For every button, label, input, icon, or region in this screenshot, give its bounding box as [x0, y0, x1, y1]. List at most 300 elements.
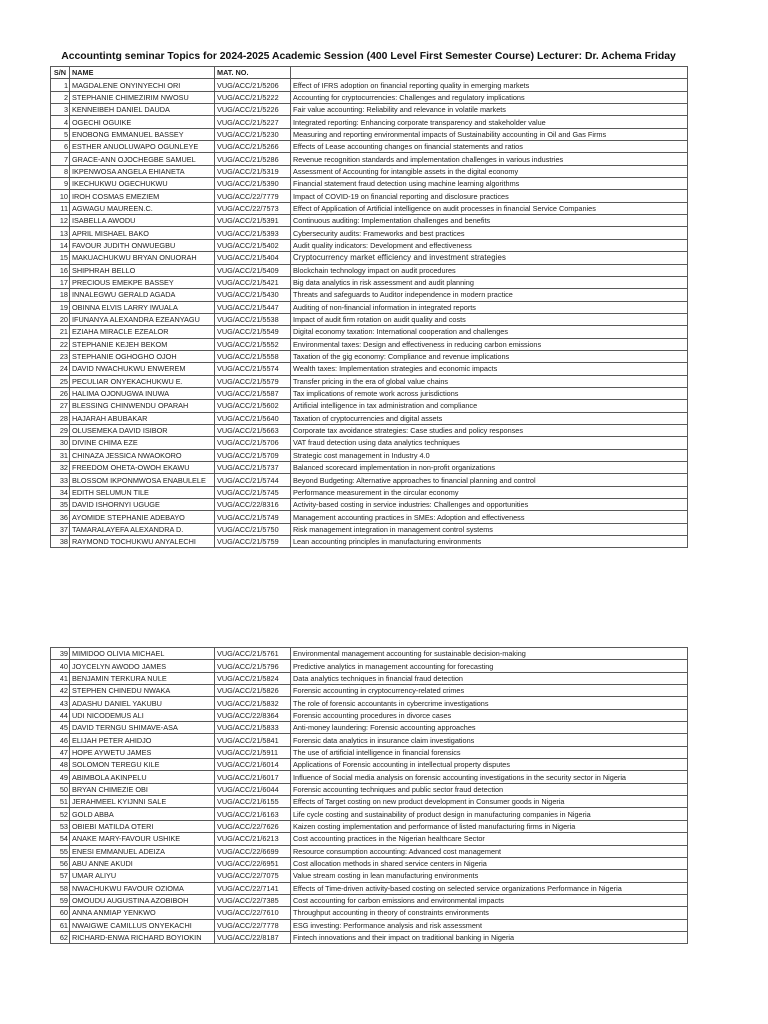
row-topic: The role of forensic accountants in cybercrime investigations [291, 697, 688, 709]
row-mat-no: VUG/ACC/21/5447 [215, 301, 291, 313]
table-row [51, 165, 688, 177]
row-sn: 44 [51, 709, 70, 721]
row-topic: Activity-based costing in service industries: Challenges and opportunities [291, 499, 688, 511]
row-topic: Beyond Budgeting: Alternative approaches to financial planning and control [291, 474, 688, 486]
row-mat-no: VUG/ACC/21/5640 [215, 412, 291, 424]
table-row [51, 746, 688, 758]
row-sn: 36 [51, 511, 70, 523]
row-topic: Continuous auditing: Implementation challenges and benefits [291, 215, 688, 227]
row-topic: Financial statement fraud detection using machine learning algorithms [291, 178, 688, 190]
table-row [51, 190, 688, 202]
table-row [51, 857, 688, 869]
row-topic: Anti-money laundering: Forensic accounting approaches [291, 722, 688, 734]
row-name: ANAKE MARY-FAVOUR USHIKE [70, 833, 215, 845]
row-mat-no: VUG/ACC/21/5391 [215, 215, 291, 227]
table-row [51, 313, 688, 325]
row-name: OBIEBI MATILDA OTERI [70, 820, 215, 832]
table-row [51, 202, 688, 214]
row-topic: Risk management integration in management control systems [291, 523, 688, 535]
row-name: SHIPHRAH BELLO [70, 264, 215, 276]
row-name: EDITH SELUMUN TILE [70, 486, 215, 498]
table-row [51, 239, 688, 251]
header-name: NAME [70, 67, 215, 79]
table-row [51, 153, 688, 165]
table-row [51, 338, 688, 350]
row-name: BLOSSOM IKPONMWOSA ENABULELE [70, 474, 215, 486]
row-name: STEPHANIE OGHOGHO OJOH [70, 350, 215, 362]
table-row [51, 387, 688, 399]
row-mat-no: VUG/ACC/21/5824 [215, 672, 291, 684]
table-row [51, 301, 688, 313]
table-row [51, 486, 688, 498]
row-sn: 55 [51, 845, 70, 857]
row-topic: Measuring and reporting environmental impacts of Sustainability accounting in Oil and Gas Firms [291, 128, 688, 140]
table-row [51, 104, 688, 116]
row-name: AGWAGU MAUREEN.C. [70, 202, 215, 214]
table-row [51, 882, 688, 894]
row-topic: Data analytics techniques in financial fraud detection [291, 672, 688, 684]
row-sn: 2 [51, 91, 70, 103]
row-sn: 31 [51, 449, 70, 461]
row-mat-no: VUG/ACC/21/5552 [215, 338, 291, 350]
row-sn: 33 [51, 474, 70, 486]
row-mat-no: VUG/ACC/22/7075 [215, 870, 291, 882]
row-mat-no: VUG/ACC/21/5744 [215, 474, 291, 486]
row-mat-no: VUG/ACC/21/5911 [215, 746, 291, 758]
row-topic: Artificial intelligence in tax administration and compliance [291, 400, 688, 412]
row-topic: Threats and safeguards to Auditor independence in modern practice [291, 289, 688, 301]
row-topic: Cost accounting for carbon emissions and environmental impacts [291, 894, 688, 906]
row-topic: Balanced scorecard implementation in non-profit organizations [291, 462, 688, 474]
row-mat-no: VUG/ACC/21/6044 [215, 783, 291, 795]
row-sn: 10 [51, 190, 70, 202]
header-mat-no: MAT. NO. [215, 67, 291, 79]
table-row [51, 424, 688, 436]
table-row [51, 79, 688, 91]
row-mat-no: VUG/ACC/21/6155 [215, 796, 291, 808]
row-topic: Audit quality indicators: Development and effectiveness [291, 239, 688, 251]
table-row [51, 722, 688, 734]
row-mat-no: VUG/ACC/21/5737 [215, 462, 291, 474]
row-mat-no: VUG/ACC/21/5393 [215, 227, 291, 239]
table-row [51, 833, 688, 845]
row-mat-no: VUG/ACC/21/5430 [215, 289, 291, 301]
row-topic: Revenue recognition standards and implementation challenges in various industries [291, 153, 688, 165]
table-row [51, 536, 688, 548]
row-name: ESTHER ANUOLUWAPO OGUNLEYE [70, 141, 215, 153]
table-row [51, 128, 688, 140]
row-sn: 21 [51, 326, 70, 338]
row-topic: Transfer pricing in the era of global value chains [291, 375, 688, 387]
row-sn: 28 [51, 412, 70, 424]
row-topic: Effects of Time-driven activity-based costing on selected service organizations Performance in Nigeria [291, 882, 688, 894]
row-name: ADASHU DANIEL YAKUBU [70, 697, 215, 709]
row-name: INNALEGWU GERALD AGADA [70, 289, 215, 301]
row-name: STEPHANIE CHIMEZIRIM NWOSU [70, 91, 215, 103]
table-row [51, 437, 688, 449]
table-row [51, 820, 688, 832]
row-name: TAMARALAYEFA ALEXANDRA D. [70, 523, 215, 535]
row-topic: Corporate tax avoidance strategies: Case studies and policy responses [291, 424, 688, 436]
document-title: Accountintg seminar Topics for 2024-2025 Academic Session (400 Level First Semester Course) Lecturer: Dr. Achema Friday [61, 51, 676, 62]
table-row [51, 363, 688, 375]
table-row [51, 449, 688, 461]
row-sn: 30 [51, 437, 70, 449]
table-row [51, 845, 688, 857]
row-sn: 56 [51, 857, 70, 869]
row-mat-no: VUG/ACC/21/5230 [215, 128, 291, 140]
row-sn: 19 [51, 301, 70, 313]
row-mat-no: VUG/ACC/21/5402 [215, 239, 291, 251]
row-sn: 49 [51, 771, 70, 783]
row-name: BENJAMIN TERKURA NULE [70, 672, 215, 684]
row-mat-no: VUG/ACC/21/5663 [215, 424, 291, 436]
row-mat-no: VUG/ACC/22/6951 [215, 857, 291, 869]
table-row [51, 759, 688, 771]
row-topic: ESG investing: Performance analysis and risk assessment [291, 919, 688, 931]
row-name: NWAIGWE CAMILLUS ONYEKACHI [70, 919, 215, 931]
row-topic: Cost allocation methods in shared service centers in Nigeria [291, 857, 688, 869]
row-sn: 59 [51, 894, 70, 906]
row-topic: Cryptocurrency market efficiency and investment strategies [291, 252, 688, 264]
row-name: KENNEIBEH DANIEL DAUDA [70, 104, 215, 116]
row-mat-no: VUG/ACC/21/5206 [215, 79, 291, 91]
row-sn: 8 [51, 165, 70, 177]
row-sn: 3 [51, 104, 70, 116]
table-row [51, 326, 688, 338]
row-mat-no: VUG/ACC/22/7779 [215, 190, 291, 202]
row-sn: 45 [51, 722, 70, 734]
row-topic: Impact of audit firm rotation on audit quality and costs [291, 313, 688, 325]
row-sn: 42 [51, 685, 70, 697]
row-mat-no: VUG/ACC/21/5841 [215, 734, 291, 746]
row-topic: Management accounting practices in SMEs: Adoption and effectiveness [291, 511, 688, 523]
row-mat-no: VUG/ACC/21/5390 [215, 178, 291, 190]
row-sn: 11 [51, 202, 70, 214]
row-mat-no: VUG/ACC/21/6014 [215, 759, 291, 771]
table-row [51, 91, 688, 103]
row-topic: Influence of Social media analysis on forensic accounting investigations in the security sector in Nigeria [291, 771, 688, 783]
row-topic: Forensic accounting in cryptocurrency-related crimes [291, 685, 688, 697]
row-topic: Integrated reporting: Enhancing corporate transparency and stakeholder value [291, 116, 688, 128]
row-name: STEPHEN CHINEDU NWAKA [70, 685, 215, 697]
row-sn: 20 [51, 313, 70, 325]
row-name: OGECHI OGUIKE [70, 116, 215, 128]
row-name: HALIMA OJONUGWA INUWA [70, 387, 215, 399]
table-row [51, 697, 688, 709]
table-row [51, 685, 688, 697]
row-sn: 60 [51, 907, 70, 919]
table-row [51, 412, 688, 424]
row-topic: Auditing of non-financial information in integrated reports [291, 301, 688, 313]
table-row [51, 276, 688, 288]
row-name: MAGDALENE ONYINYECHI ORI [70, 79, 215, 91]
table-row [51, 931, 688, 943]
row-topic: Lean accounting principles in manufacturing environments [291, 536, 688, 548]
table-row [51, 375, 688, 387]
row-mat-no: VUG/ACC/21/5222 [215, 91, 291, 103]
row-name: MAKUACHUKWU BRYAN ONUORAH [70, 252, 215, 264]
row-mat-no: VUG/ACC/21/5745 [215, 486, 291, 498]
row-sn: 17 [51, 276, 70, 288]
row-mat-no: VUG/ACC/21/5761 [215, 648, 291, 660]
row-name: DAVID TERNGU SHIMAVE-ASA [70, 722, 215, 734]
header-topic [291, 67, 688, 79]
row-topic: Taxation of cryptocurrencies and digital assets [291, 412, 688, 424]
table-row [51, 178, 688, 190]
row-topic: Effects of Target costing on new product development in Consumer goods in Nigeria [291, 796, 688, 808]
row-topic: Assessment of Accounting for intangible assets in the digital economy [291, 165, 688, 177]
table-row [51, 141, 688, 153]
row-name: IKECHUKWU OGECHUKWU [70, 178, 215, 190]
row-sn: 27 [51, 400, 70, 412]
row-sn: 23 [51, 350, 70, 362]
table-row [51, 783, 688, 795]
row-sn: 41 [51, 672, 70, 684]
table-row [51, 264, 688, 276]
row-topic: Value stream costing in lean manufacturing environments [291, 870, 688, 882]
row-mat-no: VUG/ACC/21/5574 [215, 363, 291, 375]
row-name: BLESSING CHINWENDU OPARAH [70, 400, 215, 412]
row-name: HAJARAH ABUBAKAR [70, 412, 215, 424]
row-sn: 12 [51, 215, 70, 227]
row-name: PECULIAR ONYEKACHUKWU E. [70, 375, 215, 387]
row-topic: Environmental management accounting for sustainable decision-making [291, 648, 688, 660]
row-name: ENOBONG EMMANUEL BASSEY [70, 128, 215, 140]
row-sn: 24 [51, 363, 70, 375]
row-topic: Cost accounting practices in the Nigerian healthcare Sector [291, 833, 688, 845]
table-row [51, 907, 688, 919]
row-mat-no: VUG/ACC/21/5709 [215, 449, 291, 461]
row-mat-no: VUG/ACC/21/5833 [215, 722, 291, 734]
row-mat-no: VUG/ACC/21/5319 [215, 165, 291, 177]
row-sn: 25 [51, 375, 70, 387]
row-topic: Cybersecurity audits: Frameworks and best practices [291, 227, 688, 239]
row-topic: Wealth taxes: Implementation strategies and economic impacts [291, 363, 688, 375]
row-topic: Throughput accounting in theory of constraints environments [291, 907, 688, 919]
topics-table-page-1 [50, 66, 688, 548]
row-mat-no: VUG/ACC/22/7626 [215, 820, 291, 832]
row-sn: 34 [51, 486, 70, 498]
row-mat-no: VUG/ACC/21/5587 [215, 387, 291, 399]
row-sn: 62 [51, 931, 70, 943]
row-topic: Forensic accounting techniques and public sector fraud detection [291, 783, 688, 795]
row-name: AYOMIDE STEPHANIE ADEBAYO [70, 511, 215, 523]
row-mat-no: VUG/ACC/21/5706 [215, 437, 291, 449]
table-row [51, 709, 688, 721]
row-mat-no: VUG/ACC/21/6213 [215, 833, 291, 845]
row-mat-no: VUG/ACC/22/7610 [215, 907, 291, 919]
row-topic: Forensic data analytics in insurance claim investigations [291, 734, 688, 746]
row-mat-no: VUG/ACC/21/5579 [215, 375, 291, 387]
row-sn: 53 [51, 820, 70, 832]
row-mat-no: VUG/ACC/21/5759 [215, 536, 291, 548]
table-row [51, 252, 688, 264]
table-row [51, 808, 688, 820]
row-topic: Forensic accounting procedures in divorce cases [291, 709, 688, 721]
row-topic: Tax implications of remote work across jurisdictions [291, 387, 688, 399]
row-name: IKPENWOSA ANGELA EHIANETA [70, 165, 215, 177]
row-name: UMAR ALIYU [70, 870, 215, 882]
table-row [51, 227, 688, 239]
row-name: ISABELLA AWODU [70, 215, 215, 227]
table-row [51, 796, 688, 808]
row-topic: Performance measurement in the circular economy [291, 486, 688, 498]
row-mat-no: VUG/ACC/22/6699 [215, 845, 291, 857]
row-name: ENESI EMMANUEL ADEIZA [70, 845, 215, 857]
table-row [51, 462, 688, 474]
row-name: EZIAHA MIRACLE EZEALOR [70, 326, 215, 338]
row-mat-no: VUG/ACC/21/5750 [215, 523, 291, 535]
row-sn: 26 [51, 387, 70, 399]
table-row [51, 350, 688, 362]
row-topic: Life cycle costing and sustainability of product design in manufacturing companies in Nigeria [291, 808, 688, 820]
row-mat-no: VUG/ACC/21/5558 [215, 350, 291, 362]
row-mat-no: VUG/ACC/21/6017 [215, 771, 291, 783]
row-topic: Fintech innovations and their impact on traditional banking in Nigeria [291, 931, 688, 943]
row-sn: 32 [51, 462, 70, 474]
row-mat-no: VUG/ACC/21/5421 [215, 276, 291, 288]
row-sn: 29 [51, 424, 70, 436]
row-name: STEPHANIE KEJEH BEKOM [70, 338, 215, 350]
row-name: OLUSEMEKA DAVID ISIBOR [70, 424, 215, 436]
row-name: RICHARD-ENWA RICHARD BOYIOKIN [70, 931, 215, 943]
row-name: GOLD ABBA [70, 808, 215, 820]
row-mat-no: VUG/ACC/22/8316 [215, 499, 291, 511]
row-name: ELIJAH PETER AHIDJO [70, 734, 215, 746]
row-mat-no: VUG/ACC/21/5404 [215, 252, 291, 264]
row-mat-no: VUG/ACC/21/5749 [215, 511, 291, 523]
row-topic: Impact of COVID-19 on financial reporting and disclosure practices [291, 190, 688, 202]
row-name: DAVID NWACHUKWU ENWEREM [70, 363, 215, 375]
row-sn: 14 [51, 239, 70, 251]
row-topic: Accounting for cryptocurrencies: Challenges and regulatory implications [291, 91, 688, 103]
row-topic: Digital economy taxation: International cooperation and challenges [291, 326, 688, 338]
row-name: IROH COSMAS EMEZIEM [70, 190, 215, 202]
row-name: MIMIDOO OLIVIA MICHAEL [70, 648, 215, 660]
row-mat-no: VUG/ACC/22/7385 [215, 894, 291, 906]
table-row [51, 474, 688, 486]
row-mat-no: VUG/ACC/21/5549 [215, 326, 291, 338]
row-mat-no: VUG/ACC/21/5796 [215, 660, 291, 672]
row-topic: Taxation of the gig economy: Compliance and revenue implications [291, 350, 688, 362]
table-row [51, 648, 688, 660]
row-mat-no: VUG/ACC/22/8187 [215, 931, 291, 943]
row-name: JERAHMEEL KYIJNNI SALE [70, 796, 215, 808]
row-name: RAYMOND TOCHUKWU ANYALECHI [70, 536, 215, 548]
table-row [51, 400, 688, 412]
row-topic: Fair value accounting: Reliability and relevance in volatile markets [291, 104, 688, 116]
row-topic: Blockchain technology impact on audit procedures [291, 264, 688, 276]
row-topic: Effects of Lease accounting changes on financial statements and ratios [291, 141, 688, 153]
table-row [51, 523, 688, 535]
row-topic: Predictive analytics in management accounting for forecasting [291, 660, 688, 672]
row-mat-no: VUG/ACC/22/7778 [215, 919, 291, 931]
table-row [51, 919, 688, 931]
row-topic: Environmental taxes: Design and effectiveness in reducing carbon emissions [291, 338, 688, 350]
row-sn: 16 [51, 264, 70, 276]
row-sn: 4 [51, 116, 70, 128]
row-name: BRYAN CHIMEZIE OBI [70, 783, 215, 795]
table-row [51, 499, 688, 511]
row-name: DAVID ISHORNYI UGUGE [70, 499, 215, 511]
row-topic: VAT fraud detection using data analytics techniques [291, 437, 688, 449]
row-name: OBINNA ELVIS LARRY IWUALA [70, 301, 215, 313]
table-row [51, 870, 688, 882]
row-sn: 9 [51, 178, 70, 190]
row-sn: 52 [51, 808, 70, 820]
row-name: NWACHUKWU FAVOUR OZIOMA [70, 882, 215, 894]
row-sn: 5 [51, 128, 70, 140]
row-sn: 38 [51, 536, 70, 548]
row-sn: 15 [51, 252, 70, 264]
row-mat-no: VUG/ACC/21/5538 [215, 313, 291, 325]
row-name: CHINAZA JESSICA NWAOKORO [70, 449, 215, 461]
row-mat-no: VUG/ACC/22/8364 [215, 709, 291, 721]
table-row [51, 116, 688, 128]
row-sn: 57 [51, 870, 70, 882]
row-topic: Resource consumption accounting: Advanced cost management [291, 845, 688, 857]
row-sn: 22 [51, 338, 70, 350]
row-mat-no: VUG/ACC/22/7573 [215, 202, 291, 214]
row-name: JOYCELYN AWODO JAMES [70, 660, 215, 672]
topics-table-page-2 [50, 647, 688, 944]
row-sn: 39 [51, 648, 70, 660]
row-sn: 47 [51, 746, 70, 758]
row-name: DIVINE CHIMA EZE [70, 437, 215, 449]
row-sn: 18 [51, 289, 70, 301]
row-sn: 37 [51, 523, 70, 535]
row-sn: 58 [51, 882, 70, 894]
table-row [51, 511, 688, 523]
row-mat-no: VUG/ACC/22/7141 [215, 882, 291, 894]
row-mat-no: VUG/ACC/21/5286 [215, 153, 291, 165]
row-name: HOPE AYWETU JAMES [70, 746, 215, 758]
row-sn: 7 [51, 153, 70, 165]
row-topic: Applications of Forensic accounting in intellectual property disputes [291, 759, 688, 771]
row-sn: 51 [51, 796, 70, 808]
row-sn: 1 [51, 79, 70, 91]
row-name: FREEDOM OHETA-OWOH EKAWU [70, 462, 215, 474]
row-topic: Effect of Application of Artificial intelligence on audit processes in financial Service Companies [291, 202, 688, 214]
row-name: SOLOMON TEREGU KILE [70, 759, 215, 771]
row-sn: 54 [51, 833, 70, 845]
row-mat-no: VUG/ACC/21/5227 [215, 116, 291, 128]
row-mat-no: VUG/ACC/21/5832 [215, 697, 291, 709]
row-topic: Big data analytics in risk assessment and audit planning [291, 276, 688, 288]
row-mat-no: VUG/ACC/21/5602 [215, 400, 291, 412]
table-row [51, 894, 688, 906]
row-name: UDI NICODEMUS ALI [70, 709, 215, 721]
row-name: ABU ANNE AKUDI [70, 857, 215, 869]
row-mat-no: VUG/ACC/21/5226 [215, 104, 291, 116]
row-name: PRECIOUS EMEKPE BASSEY [70, 276, 215, 288]
table-row [51, 771, 688, 783]
table-row [51, 215, 688, 227]
row-name: FAVOUR JUDITH ONWUEGBU [70, 239, 215, 251]
row-topic: The use of artificial intelligence in financial forensics [291, 746, 688, 758]
row-mat-no: VUG/ACC/21/6163 [215, 808, 291, 820]
row-name: ANNA ANMIAP YENKWO [70, 907, 215, 919]
table-row [51, 660, 688, 672]
table-row [51, 289, 688, 301]
row-topic: Kaizen costing implementation and performance of listed manufacturing firms in Nigeria [291, 820, 688, 832]
row-name: OMOUDU AUGUSTINA AZOBIBOH [70, 894, 215, 906]
row-sn: 46 [51, 734, 70, 746]
table-row [51, 734, 688, 746]
header-row [51, 67, 688, 79]
row-sn: 13 [51, 227, 70, 239]
